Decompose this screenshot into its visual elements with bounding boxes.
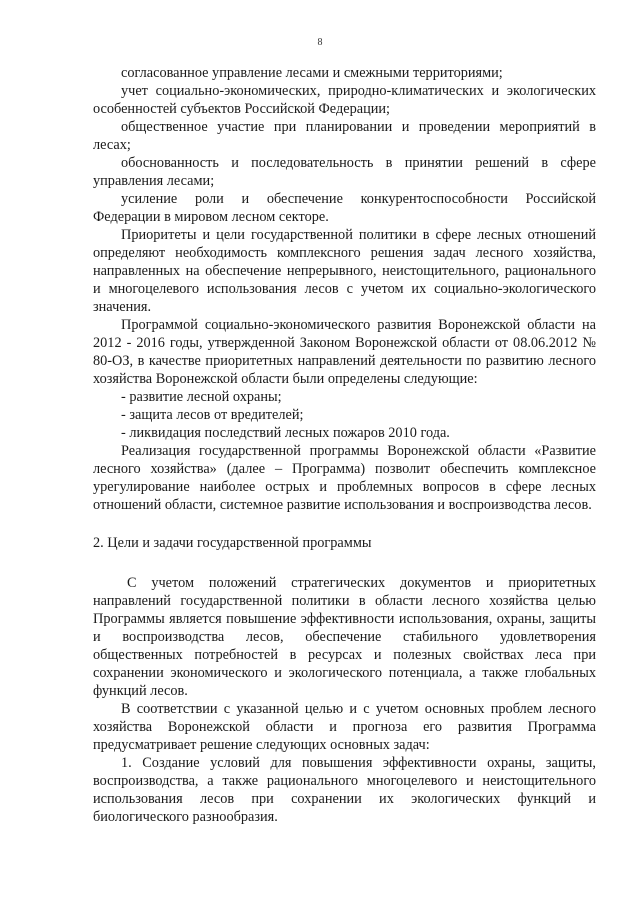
list-item: - развитие лесной охраны; [121,389,282,405]
paragraph: Приоритеты и цели государственной политики в сфере лесных отношений определяют необходимость комплексного решения задач лесного хозяйства, направленных на обеспечение непрерывного, неистощительного, рационального и многоцелевого использования лесов с учетом их социально-экологического значения. [93,227,596,315]
paragraph-program: Реализация государственной программы Воронежской области «Развитие лесного хозяйства» (далее – Программа) позволит обеспечить комплексное урегулирование наиболее острых и проблемных вопросов в сфере лесных отношений области, системное развитие использования и воспроизводства лесов. [93,443,596,513]
paragraph: обоснованность и последовательность в принятии решений в сфере управления лесами; [93,155,596,189]
paragraph: согласованное управление лесами и смежными территориями; [121,65,503,81]
page-content [93,64,596,826]
paragraph: С учетом положений стратегических документов и приоритетных направлений государственной политики в области лесного хозяйства целью Программы является повышение эффективности использования, охраны, защиты и воспроизводства лесов, обеспечение стабильного удовлетворения общественных потребностей в ресурсах и полезных свойствах леса при сохранении экономического и экологического потенциала, а также глобальных функций лесов. [93,575,596,699]
section-heading: 2. Цели и задачи государственной программы [93,535,372,551]
paragraph: В соответствии с указанной целью и с учетом основных проблем лесного хозяйства Воронежской области и прогноза его развития Программа предусматривает решение следующих основных задач: [93,701,596,753]
paragraph: 1. Создание условий для повышения эффективности охраны, защиты, воспроизводства, а также рационального многоцелевого и неистощительного использования лесов при сохранении их экологических функций и биологического разнообразия. [93,755,596,825]
paragraph: Программой социально-экономического развития Воронежской области на 2012 - 2016 годы, утвержденной Законом Воронежской области от 08.06.2012 № 80-ОЗ, в качестве приоритетных направлений деятельности по развитию лесного хозяйства Воронежской области были определены следующие: [93,317,596,387]
paragraph: общественное участие при планировании и проведении мероприятий в лесах; [93,119,596,153]
page-number: 8 [317,37,323,48]
paragraph: учет социально-экономических, природно-климатических и экологических особенностей субъектов Российской Федерации; [93,83,596,117]
paragraph: усиление роли и обеспечение конкурентоспособности Российской Федерации в мировом лесном секторе. [93,191,596,225]
list-item: - ликвидация последствий лесных пожаров 2010 года. [121,425,450,441]
list-item: - защита лесов от вредителей; [121,407,304,423]
